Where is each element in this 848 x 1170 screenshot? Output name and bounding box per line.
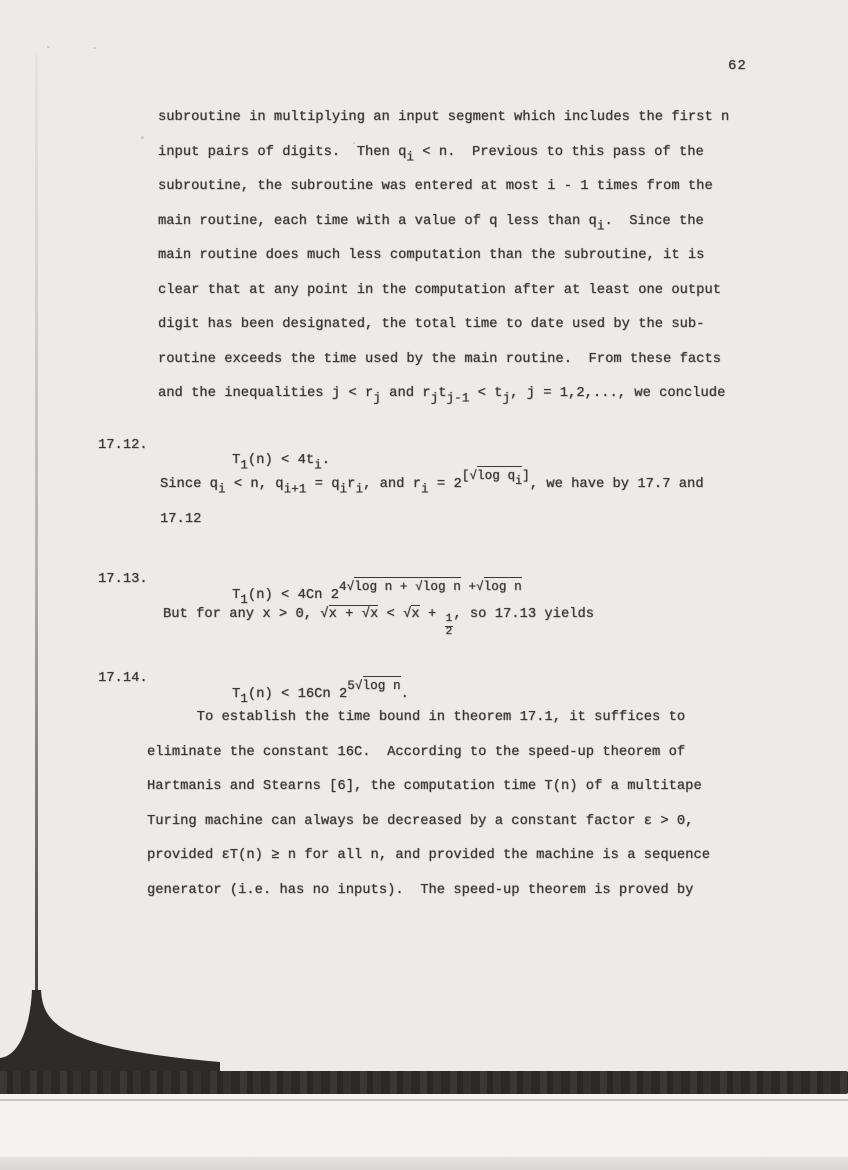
scan-speck (353, 142, 355, 144)
text-line: generator (i.e. has no inputs). The speed-up theorem is proved by (147, 882, 694, 898)
binding-crease-line (35, 55, 38, 995)
text-line: input pairs of digits. Then $q_i < n$. Previous to this pass of the (158, 144, 704, 164)
scan-speck (47, 46, 50, 48)
text-line: main routine does much less computation than the subroutine, it is (158, 248, 705, 263)
text-line: To establish the time bound in theorem 17.1, it suffices to (147, 710, 686, 725)
page-number: 62 (728, 58, 747, 74)
text-line: digit has been designated, the total time to date used by the sub- (158, 317, 705, 332)
equation-formula-17-13: $T_1(n) < 4Cn$ $2^{4√log n + √log n +√log n}$ (232, 579, 522, 608)
equation-formula-17-12: $T_1(n) < 4t_i$. (232, 453, 331, 473)
equation-label-17-12: 17.12. (98, 438, 148, 453)
text-line: clear that at any point in the computation after at least one output (158, 282, 722, 298)
text-line: provided εT(n) ≥ n for all n, and provided the machine is a sequence (147, 848, 711, 863)
text-line: 17.12 (160, 511, 202, 527)
text-line: subroutine in multiplying an input segment which includes the first n (158, 110, 730, 125)
scan-speck (141, 136, 144, 139)
text-line: and the inequalities $j < r_j$ and $r_jt_{j-1} < t_j$, j = 1,2,..., we conclude (158, 386, 726, 406)
text-line: subroutine, the subroutine was entered at most i - 1 times from the (158, 179, 713, 194)
text-line: main routine, each time with a value of q less than $q_i$. Since the (158, 213, 704, 233)
text-line: routine exceeds the time used by the main routine. From these facts (158, 351, 722, 367)
binding-crease-flare (0, 990, 220, 1075)
page-edge-shadow-line (0, 1099, 848, 1101)
equation-label-17-14: 17.14. (98, 671, 148, 686)
text-line: Hartmanis and Stearns [6], the computation time T(n) of a multitape (147, 779, 702, 794)
text-line: Since $q_i < n$, $q_{i+1} = q_ir_i$, and $r_i = 2[√\log qi]$, we have by 17.7 and (160, 468, 704, 497)
scanner-bottom-strip (0, 1157, 848, 1170)
text-line: Turing machine can always be decreased by a constant factor ε > 0, (147, 813, 694, 829)
page-bottom-scan-edge (0, 1071, 848, 1094)
paragraph-1 (158, 101, 768, 412)
text-line-but-for-any-x: But for any x > 0, √x + √x < √x + $\frac{1}{2}$ , so 17.13 yields (163, 607, 595, 638)
scan-speck (93, 47, 96, 49)
paragraph-2 (147, 701, 767, 908)
text-line: eliminate the constant 16C. According to the speed-up theorem of (147, 744, 686, 760)
equation-formula-17-14: $T_1(n) < 16Cn$ $2^{5√log n}$. (232, 678, 409, 707)
equation-label-17-13: 17.13. (98, 572, 148, 587)
paragraph-since (160, 468, 770, 537)
